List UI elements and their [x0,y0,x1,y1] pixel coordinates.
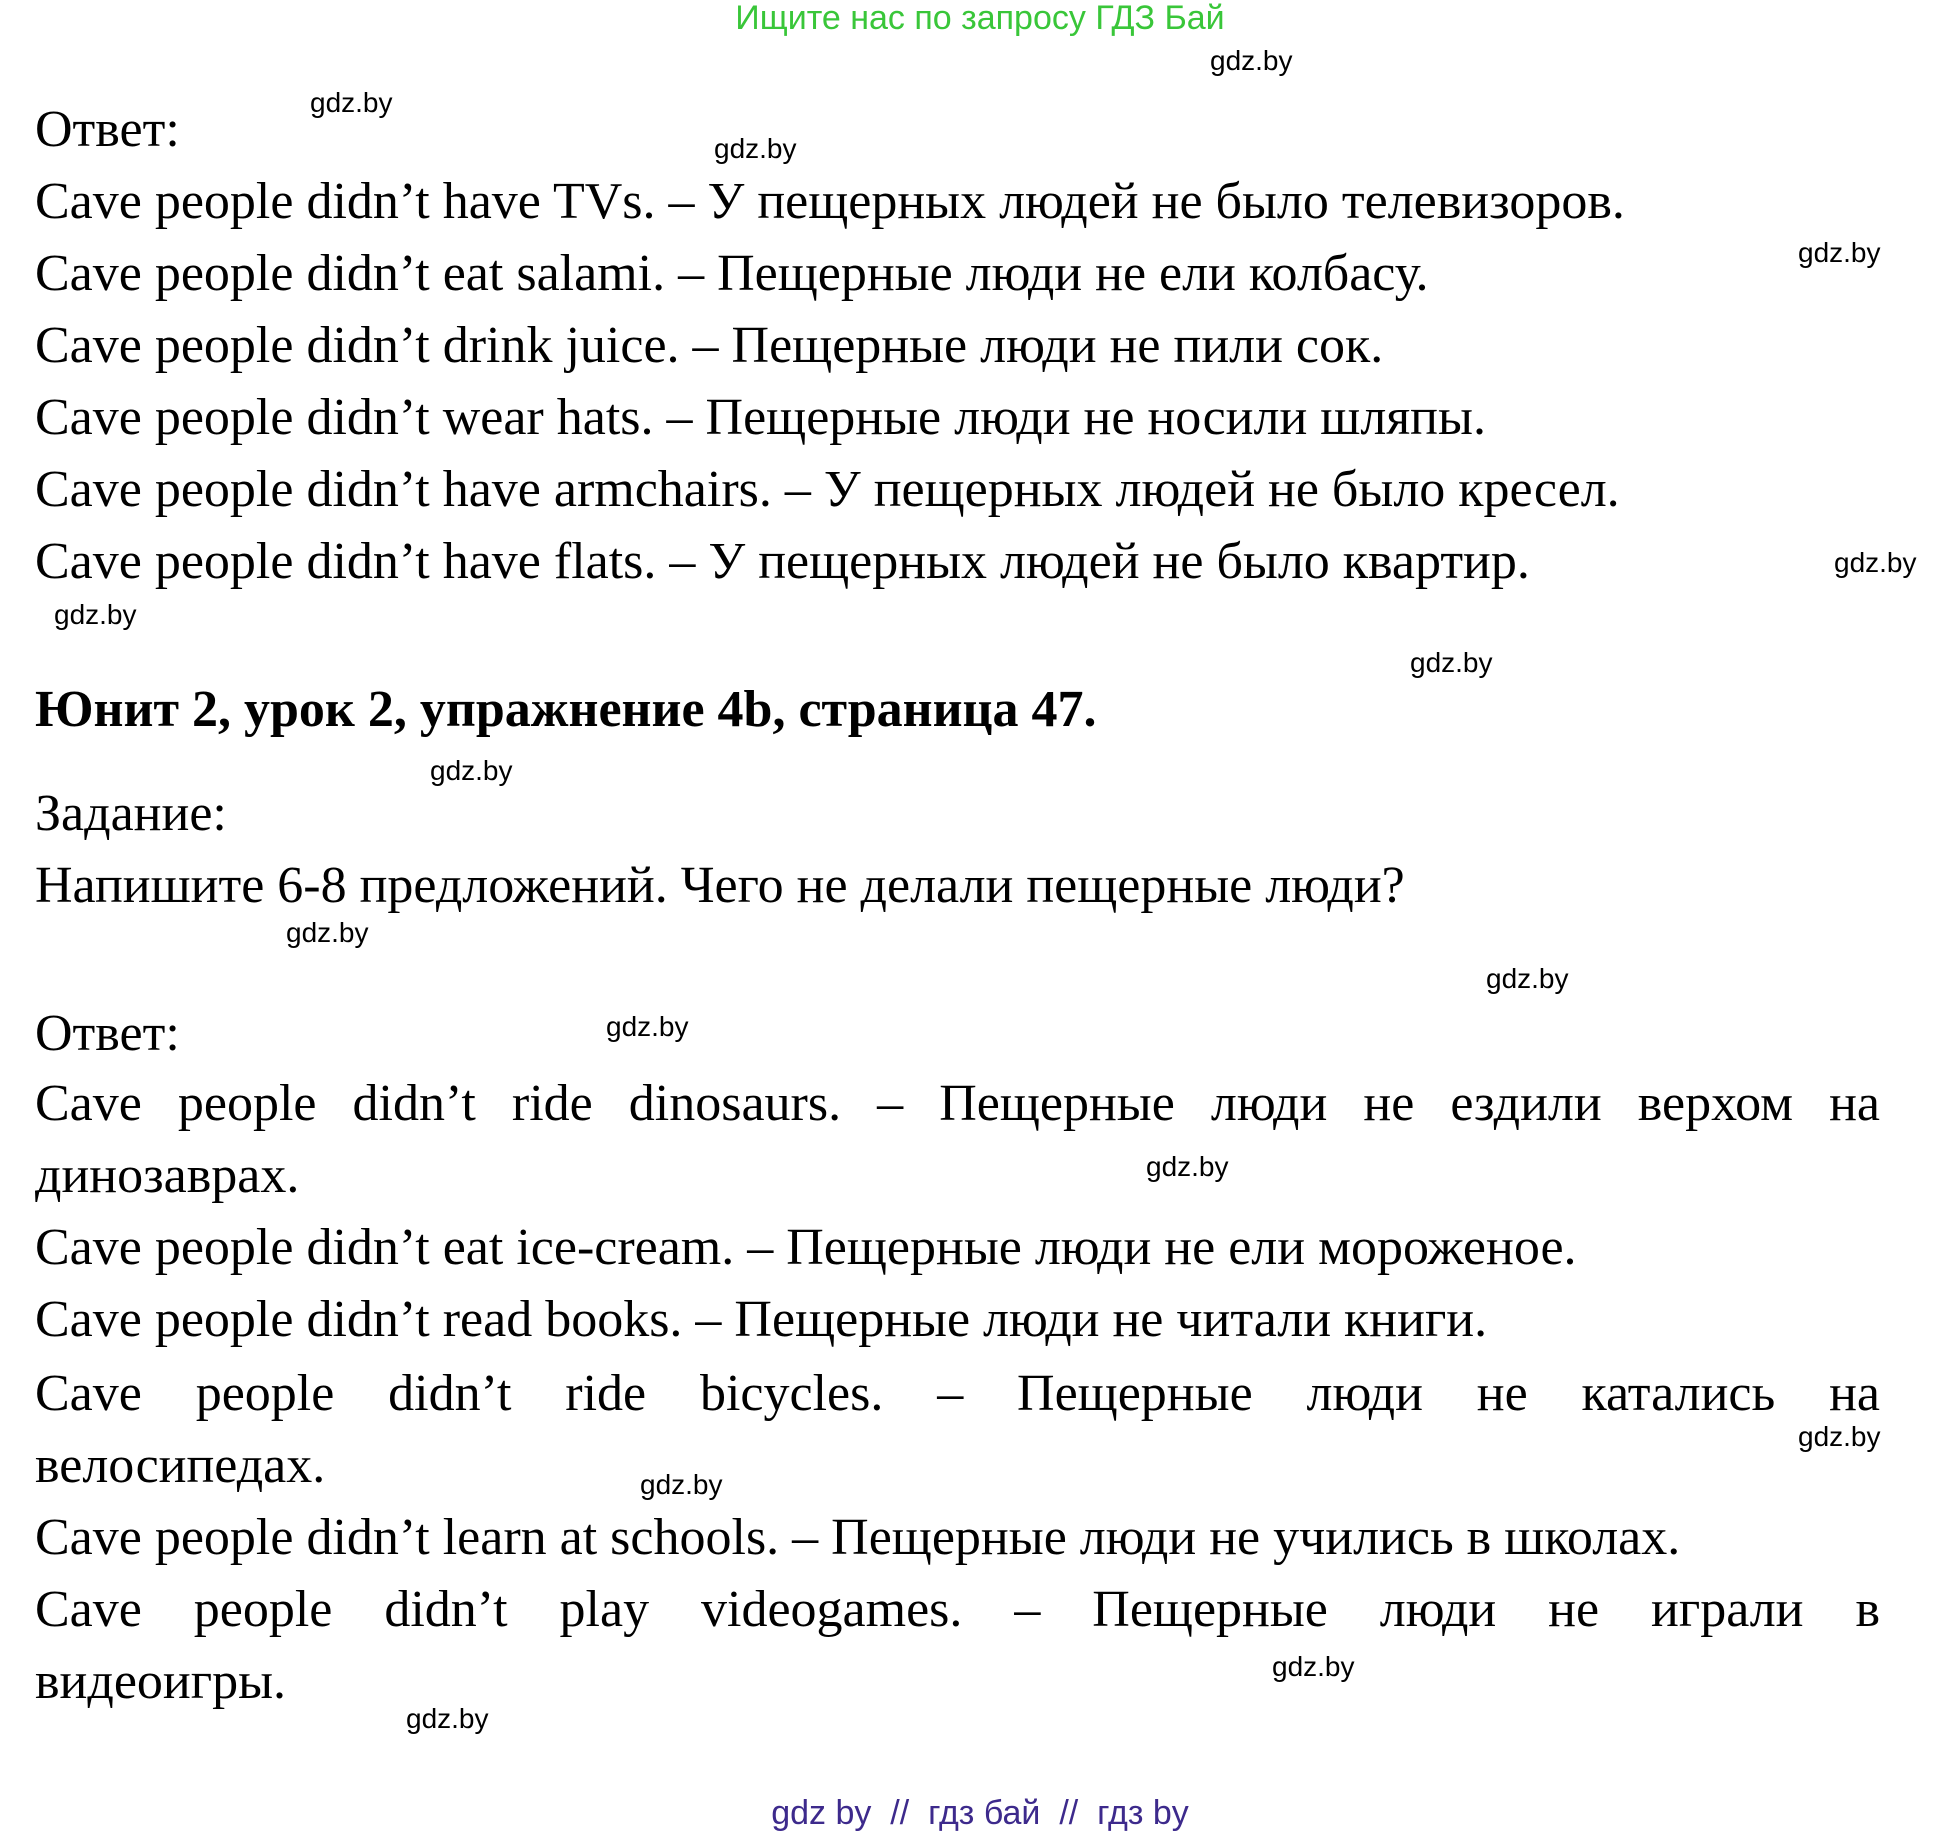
answer-line: Cave people didn’t ride dinosaurs. – Пещерные люди не ездили верхом на [35,1075,1880,1132]
answer-line-continuation: видеоигры. [35,1653,287,1710]
answer-line: Cave people didn’t play videogames. – Пещерные люди не играли в [35,1581,1880,1638]
watermark: gdz.by [640,1469,723,1500]
answer-line: Cave people didn’t read books. – Пещерные люди не читали книги. [35,1291,1488,1348]
watermark: gdz.by [606,1011,689,1042]
top-banner: Ищите нас по запросу ГДЗ Бай [735,0,1225,37]
answer-label-2: Ответ: [35,1005,180,1062]
watermark: gdz.by [1486,963,1569,994]
answer-line: Cave people didn’t ride bicycles. – Пещерные люди не катались на [35,1365,1880,1422]
exercise-heading: Юнит 2, урок 2, упражнение 4b, страница 47. [35,681,1097,738]
answer-line: Cave people didn’t drink juice. – Пещерные люди не пили сок. [35,317,1384,374]
watermark: gdz.by [430,755,513,786]
watermark: gdz.by [714,133,797,164]
answer-line: Cave people didn’t wear hats. – Пещерные люди не носили шляпы. [35,389,1486,446]
answer-label-1: Ответ: [35,101,180,158]
answer-line: Cave people didn’t eat salami. – Пещерные люди не ели колбасу. [35,245,1429,302]
watermark: gdz.by [1146,1151,1229,1182]
watermark: gdz.by [1798,237,1881,268]
answer-line-continuation: велосипедах. [35,1437,326,1494]
answer-line: Cave people didn’t eat ice-cream. – Пещерные люди не ели мороженое. [35,1219,1577,1276]
answer-line: Cave people didn’t have flats. – У пещерных людей не было квартир. [35,533,1530,590]
answer-line-continuation: динозаврах. [35,1147,300,1204]
watermark: gdz.by [1798,1421,1881,1452]
watermark: gdz.by [54,599,137,630]
watermark: gdz.by [406,1703,489,1734]
watermark: gdz.by [1834,547,1917,578]
watermark: gdz.by [286,917,369,948]
answer-line: Cave people didn’t have armchairs. – У пещерных людей не было кресел. [35,461,1620,518]
footer-links: gdz by // гдз бай // гдз by [771,1794,1189,1832]
watermark: gdz.by [1410,647,1493,678]
answer-line: Cave people didn’t have TVs. – У пещерных людей не было телевизоров. [35,173,1625,230]
task-text: Напишите 6-8 предложений. Чего не делали пещерные люди? [35,857,1405,914]
task-label: Задание: [35,785,227,842]
watermark: gdz.by [310,87,393,118]
watermark: gdz.by [1210,45,1293,76]
answer-line: Cave people didn’t learn at schools. – Пещерные люди не учились в школах. [35,1509,1681,1566]
watermark: gdz.by [1272,1651,1355,1682]
